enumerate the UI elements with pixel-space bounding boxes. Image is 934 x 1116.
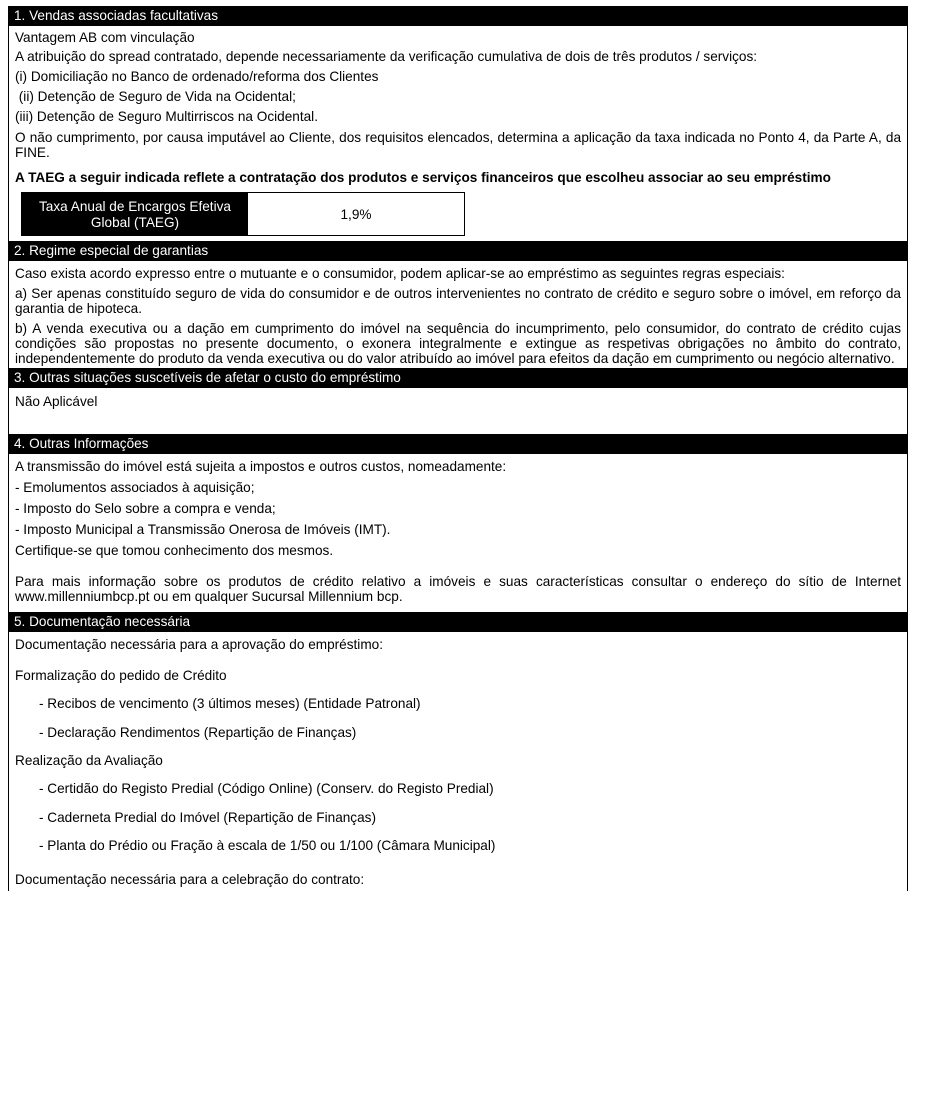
- s5-line-9: Documentação necessária para a celebração do contrato:: [15, 872, 365, 887]
- s5-line-5: Realização da Avaliação: [15, 753, 163, 768]
- s5-line-8: - Planta do Prédio ou Fração à escala de 1/50 ou 1/100 (Câmara Municipal): [39, 838, 496, 853]
- s5-line-6: - Certidão do Registo Predial (Código Online) (Conserv. do Registo Predial): [39, 781, 494, 796]
- section-4-header: 4. Outras Informações: [9, 434, 907, 454]
- section-1-header: 1. Vendas associadas facultativas: [9, 6, 907, 26]
- s3-line-1: Não Aplicável: [15, 394, 98, 409]
- s5-line-2: Formalização do pedido de Crédito: [15, 668, 227, 683]
- s5-line-4: - Declaração Rendimentos (Repartição de Finanças): [39, 725, 357, 740]
- s2-line-2: a) Ser apenas constituído seguro de vida do consumidor e de outros intervenientes no contrato de crédito e seguro sobre o imóvel, em reforço da garantia de hipoteca.: [15, 286, 901, 316]
- section-2-header: 2. Regime especial de garantias: [9, 241, 907, 261]
- s2-line-3: b) A venda executiva ou a dação em cumprimento do imóvel na sequência do incumprimento, pelo consumidor, do contrato de crédito cujas condições são propostas no presente documento, o exonera integralmente e extingue as respetivas obrigações no âmbito do contrato, independentemente do produto da venda executiva ou do valor atribuído ao imóvel para efeitos da dação em cumprimento ou negócio alternativo.: [15, 321, 901, 366]
- s1-line-3: (i) Domiciliação no Banco de ordenado/reforma dos Clientes: [15, 69, 379, 84]
- s4-line-5: Certifique-se que tomou conhecimento dos mesmos.: [15, 543, 334, 558]
- s4-line-3: - Imposto do Selo sobre a compra e venda;: [15, 501, 276, 516]
- s5-line-7: - Caderneta Predial do Imóvel (Repartição de Finanças): [39, 810, 376, 825]
- section-2-body: [9, 266, 907, 366]
- section-5-header: 5. Documentação necessária: [9, 612, 907, 632]
- section-5-body: [9, 637, 907, 891]
- taeg-label: Taxa Anual de Encargos Efetiva Global (TAEG): [22, 193, 248, 235]
- taeg-box: [21, 192, 465, 236]
- s1-line-4: (ii) Detenção de Seguro de Vida na Ocidental;: [15, 89, 296, 104]
- s1-line-1: Vantagem AB com vinculação: [15, 30, 195, 45]
- s4-line-2: - Emolumentos associados à aquisição;: [15, 480, 255, 495]
- s1-line-6: O não cumprimento, por causa imputável ao Cliente, dos requisitos elencados, determina a aplicação da taxa indicada no Ponto 4, da Parte A, da FINE.: [15, 130, 901, 160]
- section-4-body: [9, 459, 907, 604]
- section-1-body: [9, 30, 907, 236]
- s4-line-1: A transmissão do imóvel está sujeita a impostos e outros custos, nomeadamente:: [15, 459, 507, 474]
- document-page: [8, 6, 908, 891]
- s5-line-3: - Recibos de vencimento (3 últimos meses) (Entidade Patronal): [39, 696, 421, 711]
- section-3-body: [9, 394, 907, 434]
- s1-bold-statement: A TAEG a seguir indicada reflete a contratação dos produtos e serviços financeiros que escolheu associar ao seu empréstimo: [15, 170, 831, 185]
- s1-line-2: A atribuição do spread contratado, depende necessariamente da verificação cumulativa de dois de três produtos / serviços:: [15, 49, 758, 64]
- s2-line-1: Caso exista acordo expresso entre o mutuante e o consumidor, podem aplicar-se ao empréstimo as seguintes regras especiais:: [15, 266, 785, 281]
- s1-line-5: (iii) Detenção de Seguro Multirriscos na Ocidental.: [15, 109, 318, 124]
- s4-line-6: Para mais informação sobre os produtos de crédito relativo a imóveis e suas características consultar o endereço do sítio de Internet www.millenniumbcp.pt ou em qualquer Sucursal Millennium bcp.: [15, 574, 901, 604]
- s5-line-1: Documentação necessária para a aprovação do empréstimo:: [15, 637, 383, 652]
- taeg-value: 1,9%: [340, 206, 372, 222]
- s4-line-4: - Imposto Municipal a Transmissão Onerosa de Imóveis (IMT).: [15, 522, 391, 537]
- section-3-header: 3. Outras situações suscetíveis de afetar o custo do empréstimo: [9, 368, 907, 388]
